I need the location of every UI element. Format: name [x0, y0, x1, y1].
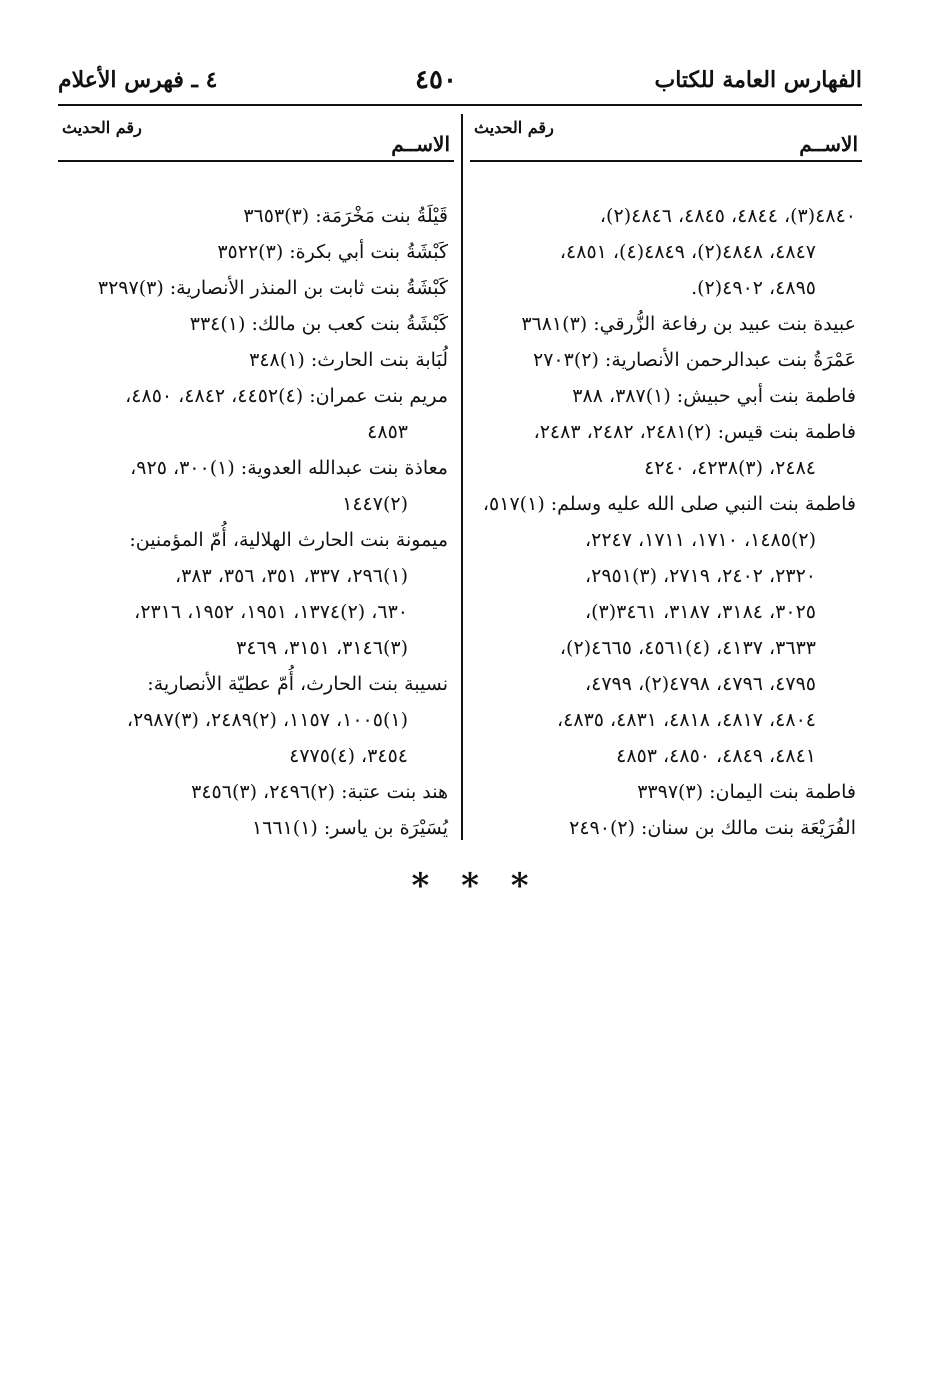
right-column	[470, 118, 862, 846]
hadith-number-heading: رقم الحديث	[474, 118, 554, 137]
index-entry-line: معاذة بنت عبدالله العدوية: (١)٣٠٠، ٩٢٥،	[130, 457, 448, 479]
index-entry-line: ٤٨٥٣	[367, 421, 408, 443]
index-entry-line: قَيْلَةُ بنت مَخْرَمَة: (٣)٣٦٥٣	[243, 205, 448, 227]
index-entry-line: ٢٤٨٤، (٣)٤٢٣٨، ٤٢٤٠	[644, 457, 816, 479]
index-entry-line: (١)٢٩٦، ٣٣٧، ٣٥١، ٣٥٦، ٣٨٣،	[174, 565, 408, 587]
column-header-rule	[470, 160, 862, 162]
index-entry-line: (١)١٠٠٥، ١١٥٧، (٢)٢٤٨٩، (٣)٢٩٨٧،	[126, 709, 408, 731]
running-head	[58, 58, 862, 102]
index-entry-line: كَبْشَةُ بنت ثابت بن المنذر الأنصارية: (٣)٣٢٩٧	[97, 277, 448, 299]
index-entry-line: ٣٠٢٥، ٣١٨٤، ٣١٨٧، ٣٤٦١(٣)،	[584, 601, 816, 623]
hadith-number-heading: رقم الحديث	[62, 118, 142, 137]
header-rule	[58, 104, 862, 106]
index-entry-line: ٤٨٤٧، ٤٨٤٨(٢)، ٤٨٤٩(٤)، ٤٨٥١،	[559, 241, 816, 263]
index-entry-line: ٤٨٤١، ٤٨٤٩، ٤٨٥٠، ٤٨٥٣	[616, 745, 816, 767]
index-entry-line: ٣٦٣٣، ٤١٣٧، (٤)٤٥٦١، ٤٦٦٥(٢)،	[559, 637, 816, 659]
index-entry-line: لُبَابة بنت الحارث: (١)٣٤٨	[249, 349, 448, 371]
index-title: ٤ ـ فهرس الأعلام	[58, 67, 218, 93]
right-entries	[470, 198, 862, 846]
index-entry-line: كَبْشَةُ بنت أبي بكرة: (٣)٣٥٢٢	[217, 241, 448, 263]
index-entry-line: ميمونة بنت الحارث الهلالية، أُمّ المؤمنين:	[129, 529, 448, 551]
index-entry-line: (٣)٣١٤٦، ٣١٥١، ٣٤٦٩	[236, 637, 408, 659]
index-entry-line: فاطمة بنت أبي حبيش: (١)٣٨٧، ٣٨٨	[572, 385, 856, 407]
index-entry-line: (٢)١٤٤٧	[342, 493, 408, 515]
index-entry-line: مريم بنت عمران: (٤)٤٤٥٢، ٤٨٤٢، ٤٨٥٠،	[125, 385, 448, 407]
right-column-header	[470, 118, 862, 158]
index-entry-line: فاطمة بنت قيس: (٢)٢٤٨١، ٢٤٨٢، ٢٤٨٣،	[533, 421, 856, 443]
index-entry-line: ٤٨٠٤، ٤٨١٧، ٤٨١٨، ٤٨٣١، ٤٨٣٥،	[557, 709, 816, 731]
index-entry-line: عبيدة بنت عبيد بن رفاعة الزُّرقي: (٣)٣٦٨١	[521, 313, 856, 335]
page-number: ٤٥٠	[415, 65, 457, 95]
left-entries	[58, 198, 454, 846]
book-section-title: الفهارس العامة للكتاب	[654, 67, 862, 93]
section-end-mark: * * *	[411, 866, 539, 906]
left-column-header	[58, 118, 454, 158]
index-entry-line: يُسَيْرَة بن ياسر: (١)١٦٦١	[251, 817, 448, 839]
index-entry-line: كَبْشَةُ بنت كعب بن مالك: (١)٣٣٤	[189, 313, 448, 335]
index-entry-line: فاطمة بنت اليمان: (٣)٣٣٩٧	[637, 781, 856, 803]
index-entry-line: هند بنت عتبة: (٢)٢٤٩٦، (٣)٣٤٥٦	[191, 781, 448, 803]
column-divider	[461, 114, 463, 840]
index-entry-line: ٤٨٩٥، ٤٩٠٢(٢).	[691, 277, 816, 299]
index-entry-line: ٢٣٢٠، ٢٤٠٢، ٢٧١٩، (٣)٢٩٥١،	[584, 565, 816, 587]
column-header-rule	[58, 160, 454, 162]
index-entry-line: ٤٧٩٥، ٤٧٩٦، ٤٧٩٨(٢)، ٤٧٩٩،	[584, 673, 816, 695]
name-heading: الاســم	[391, 132, 450, 156]
index-entry-line: ٣٤٥٤، (٤)٤٧٧٥	[289, 745, 408, 767]
index-entry-line: (٢)١٤٨٥، ١٧١٠، ١٧١١، ٢٢٤٧،	[584, 529, 816, 551]
index-entry-line: فاطمة بنت النبي صلى الله عليه وسلم: (١)٥١٧،	[482, 493, 856, 515]
index-entry-line: عَمْرَةُ بنت عبدالرحمن الأنصارية: (٢)٢٧٠٣	[533, 349, 856, 371]
index-entry-line: نسيبة بنت الحارث، أُمّ عطيّة الأنصارية:	[147, 673, 448, 695]
index-entry-line: الفُرَيْعَة بنت مالك بن سنان: (٢)٢٤٩٠	[569, 817, 856, 839]
index-entry-line: ٤٨٤٠(٣)، ٤٨٤٤، ٤٨٤٥، ٤٨٤٦(٢)،	[599, 205, 856, 227]
left-column	[58, 118, 454, 846]
name-heading: الاســم	[799, 132, 858, 156]
index-entry-line: ٦٣٠، (٢)١٣٧٤، ١٩٥١، ١٩٥٢، ٢٣١٦،	[134, 601, 408, 623]
